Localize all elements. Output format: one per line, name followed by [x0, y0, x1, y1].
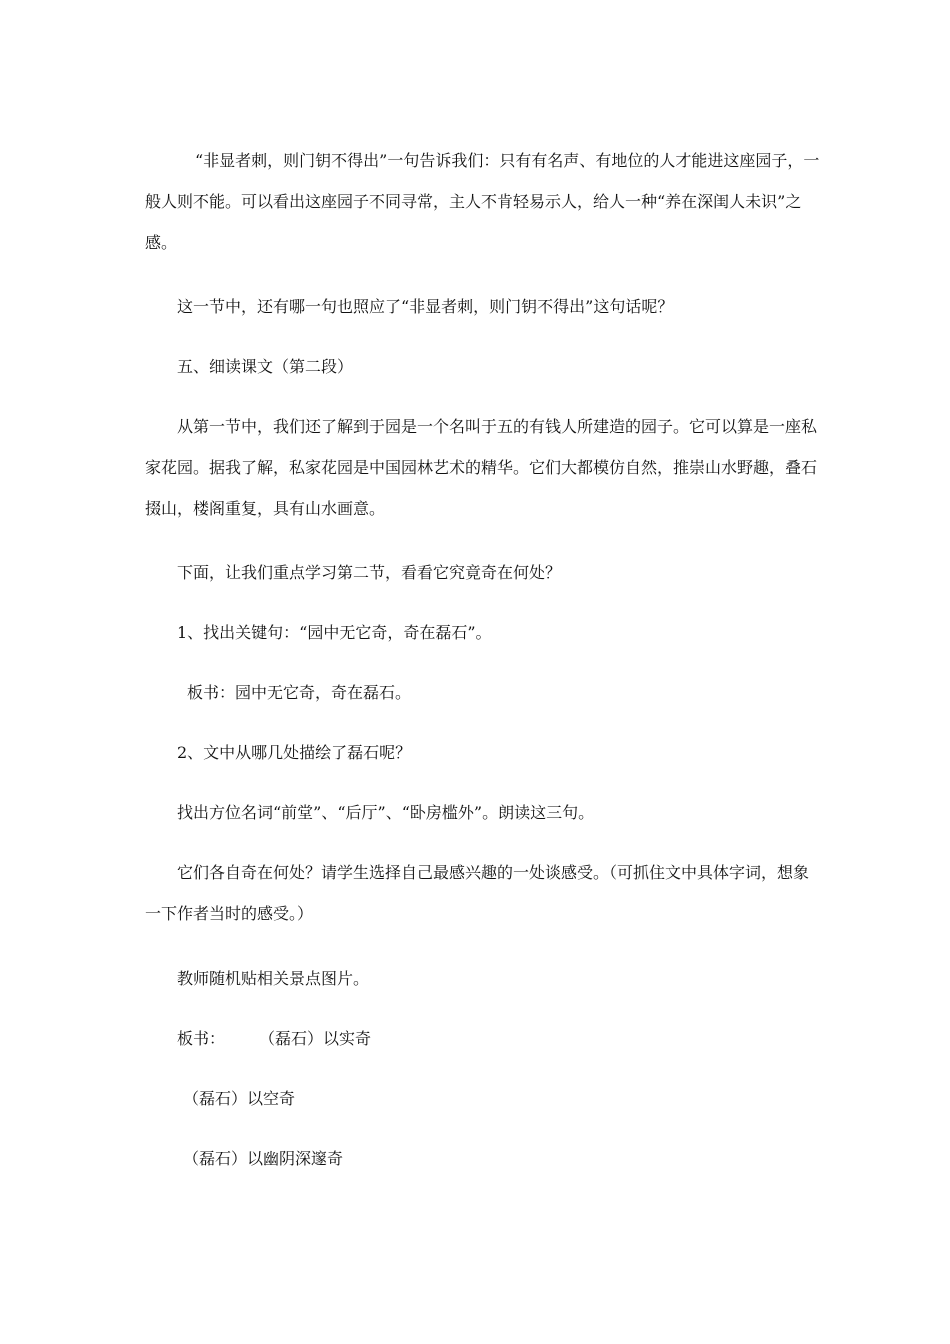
board-item-3: （磊石）以幽阴深邃奇 [183, 1149, 344, 1168]
board-label: 板书： [177, 1029, 226, 1048]
board-note-2 [145, 1018, 821, 1059]
section-heading: 五、细读课文（第二段） [177, 357, 354, 376]
paragraph-intro: “非显者刺，则门钥不得出”一句告诉我们：只有有名声、有地位的人才能进这座园子，一般人则不能。可以看出这座园子不同寻常，主人不肯轻易示人，给人一种“养在深闺人未识”之感。 [145, 151, 820, 252]
board-note-1: 板书：园中无它奇，奇在磊石。 [187, 683, 412, 702]
step-1: 1、找出关键句：“园中无它奇，奇在磊石”。 [177, 623, 492, 642]
paragraph-transition: 下面，让我们重点学习第二节，看看它究竟奇在何处？ [177, 563, 562, 582]
paragraph-question: 这一节中，还有哪一句也照应了“非显者刺，则门钥不得出”这句话呢？ [177, 297, 674, 316]
paragraph-garden: 从第一节中，我们还了解到于园是一个名叫于五的有钱人所建造的园子。它可以算是一座私家花园。据我了解，私家花园是中国园林艺术的精华。它们大都模仿自然，推崇山水野趣，叠石掇山，楼阁重复，具有山水画意。 [145, 417, 818, 518]
board-item-2: （磊石）以空奇 [183, 1089, 296, 1108]
paragraph-discussion: 它们各自奇在何处？请学生选择自己最感兴趣的一处谈感受。（可抓住文中具体字词，想象一下作者当时的感受。） [145, 863, 810, 923]
step-2: 2、文中从哪几处描绘了磊石呢？ [177, 743, 412, 762]
paragraph-pictures: 教师随机贴相关景点图片。 [177, 969, 370, 988]
board-item-1: （磊石）以实奇 [259, 1029, 372, 1048]
paragraph-locations: 找出方位名词“前堂”、“后厅”、“卧房槛外”。朗读这三句。 [177, 803, 595, 822]
